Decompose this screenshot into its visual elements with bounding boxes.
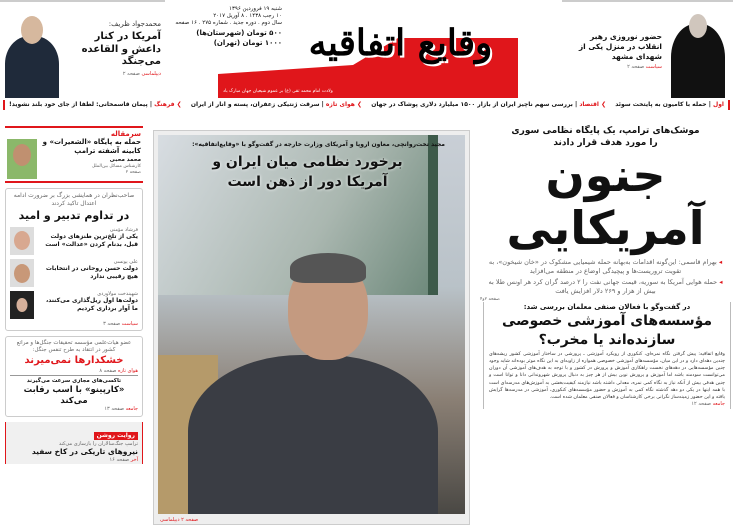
quote-item[interactable] [10,291,138,319]
person-photo [10,227,34,255]
zarif-photo [3,8,61,98]
top-left-teaser[interactable] [0,0,165,98]
education-story[interactable] [483,302,731,408]
ticker-item[interactable]: ❯ فرهنگ | پیمان قاسمخانی: لطفا از جای خود بلند نشوید! [9,101,182,108]
date-line: ۱۰ رجب ۱۴۳۸ . ۸ آوریل ۲۰۱۷ [213,13,282,20]
headline: خشکدارها نمی‌میرند [24,355,124,366]
report-box[interactable] [5,422,143,464]
quote-text: دولت حسن روحانی در انتخابات هیچ رقیبی ندارد [45,265,138,281]
kicker: ترامپ جنگ‌سالاران را بازسازی می‌کند [58,440,138,447]
headline: در تداوم تدبیر و امید [18,209,130,222]
logo: وقایع اتفاقیه [308,22,493,64]
taxi-kicker: تاکسی‌های مجازی سرعت می‌گیرند [26,378,122,384]
quote-item[interactable] [10,259,138,287]
page-ref: صفحه ۲و۴ [480,296,500,302]
section-ref: جامعه صفحه ۱۲ [691,401,725,408]
ticker-bar [3,100,730,110]
section-ref: سیاست صفحه ۳ [103,320,138,327]
interview-headline: برخورد نظامی میان ایران و آمریکا دور از ذهن است [212,153,403,191]
ticker-item[interactable]: اول | حمله با کامیون به پایتخت سوئد [615,101,724,108]
person-photo [10,259,34,287]
price: ۵۰۰ تومان (شهرستان‌ها) [196,29,282,38]
quote-name: فرشاد مؤمنی [109,226,138,233]
headline: آمریکا در کنار داعش و القاعده می‌جنگد [81,31,161,68]
editorial-author: محمد محبی [109,156,141,163]
headline: نیروهای تاریکی در کاخ سفید [31,447,138,457]
top-left-text [65,20,161,77]
top-right-text [566,32,662,71]
right-column [480,126,731,409]
politics-box[interactable] [5,188,143,331]
quote-text: دولت‌ها اول ریل‌گذاری می‌کنند، ما آوار برداری کردیم [45,297,138,313]
date-block [170,6,282,48]
main-bullet: ◂ بهرام قاسمی: این‌گونه اقدامات به‌بهانه حمله شیمیایی مشکوک در «خان شیخون»، به تقویت تروریست‌ها و پیچیدگی اوضاع در منطقه می‌افزاید [488,258,723,276]
occasion-line: ولادت امام محمد تقی (ع) بر عموم شیعیان جهان مبارک باد [223,89,333,94]
main-story[interactable] [480,126,731,297]
top-right-teaser[interactable] [562,0,733,98]
editorial-box[interactable] [5,126,143,183]
editorial-label: سرمقاله [110,130,141,138]
kicker: عضو هیات‌علمی مؤسسه تحقیقات جنگل‌ها و مراتع کشور در انتقاد به طرح تنفس جنگل: [16,340,132,354]
left-column [5,126,143,464]
byline: محمدجواد ظریف: [108,20,161,28]
kicker: در گفت‌وگو با فعالان صنفی معلمان بررسی شد: [523,303,691,312]
section-ref: جامعه صفحه ۱۳ [104,406,138,413]
person-body [188,355,438,514]
ticker-item[interactable]: ❯ هوای تازه | سرقت ژنتیکی زعفران، پسته و انار از ایران [190,101,363,108]
headline: مؤسسه‌های آموزشی خصوصی سازنده‌اند یا مخرب؟ [501,313,713,348]
quote-name: شهیندخت مولاوردی [97,290,138,297]
ticker-item[interactable]: ❯ اقتصاد | بررسی سهم ناچیز ایران از بازار ۱۵۰۰ میلیارد دلاری پوشاک در جهان [371,101,607,108]
interview-text [160,141,445,192]
section-ref: آخر صفحه ۱۶ [109,456,138,463]
leader-photo [669,6,727,98]
main-headline: آمریکایی [506,201,705,256]
main-kicker: موشک‌های ترامپ، یک پایگاه نظامی سوری را مورد هدف قرار دادند [511,126,700,148]
date-line: شنبه ۱۹ فروردین ۱۳۹۶ [228,6,282,12]
interview-feature[interactable] [153,130,470,525]
body-text: وقایع اتفاقیه: پیش گرفتن نگاه نمره‌ای، کنکوری از رویکرد آموزشی ـ پرورشی در ساختار آموزشی کشور ریشه‌های چندین دهه‌ای دارد و در این میان، مؤسسه‌های آموزشی خصوصی همواره از زاویه‌ای به این نگاه موثر بوده‌اند شاید وجود چنین مؤسسه‌هایی در دهه‌های نخست راهکاری آموزش و پرورش در کشور و با توجه به هدف‌های آموزشی آن دوران می‌توانست سودمند باشد اما آموزش و پرورش نوین بیش از هر چیز به دنبال پرورش شهروندانی دانا و توانا است و چنین هدفی بیش از آنکه نیاز به نگاه کمی نمره، معدلی داشته باشد نیازمند کیفیت‌بخشی به آموزش‌های مدرسه‌ای است با همه اینها در یکی دو دهه گذشته نگاه کمی به آموزش و حضور مؤسسه‌های کنکوری، آموزشی در مدرسه‌ها گرایش یافته و این حضور زمینه‌ساز نگرانی برخی کارشناسان و فعالان صنفی معلمان شده است. [489,351,725,400]
headline: حضور نوروزی رهبر انقلاب در منزل یکی از شهدای مشهد [578,32,662,61]
editorial-headline: حمله به پایگاه «الشعیرات» و کابینه آشفته ترامپ [42,138,141,156]
quote-item[interactable] [10,227,138,255]
main-bullet: ◂ حمله هوایی آمریکا به سوریه، قیمت جهانی نفت را ۲ درصد گران کرد هر اونس طلا به بیش از هزار و ۲۶۹ دلار افزایش یافت [488,278,723,296]
issue-line: سال دوم . دوره جدید . شماره ۲۷۵ . ۱۶ صفحه [175,20,282,27]
section-ref: سیاست صفحه ۲ [627,64,662,71]
author-photo [7,139,37,179]
interview-kicker: مجید تخت‌روانچی، معاون اروپا و آمریکای وزارت خارجه در گفت‌وگو با «وقایع‌اتفاقیه»: [192,141,445,148]
price: ۱۰۰۰ تومان (تهران) [213,38,282,47]
kicker: صاحب‌نظران در همایشی بزرگ بر ضرورت ادامه اعتدال تاکید کردند [13,192,135,207]
masthead [168,0,558,98]
main-headline: جنون [545,148,666,203]
environment-box[interactable] [5,336,143,417]
person-photo [10,291,34,319]
section-ref: صفحه ۲ دیپلماسی [160,516,199,523]
editorial-author-title: کارشناس مسائل بین‌الملل [91,164,141,170]
person-hair [290,253,366,283]
quote-name: علی یونسی [113,258,138,265]
taxi-headline: «کارپینو» با اسب رقابت می‌کند [23,385,125,406]
section-ref: دیپلماسی صفحه ۲ [122,70,161,77]
page-ref: صفحه ۲ [125,169,141,175]
quote-text: یکی از تلخ‌ترین طنزهای دولت قبل، بدنام کردن «عدالت» است [45,233,138,249]
report-label: روایت روشن [94,432,138,440]
section-ref: هوای تازه صفحه ۸ [10,368,138,377]
